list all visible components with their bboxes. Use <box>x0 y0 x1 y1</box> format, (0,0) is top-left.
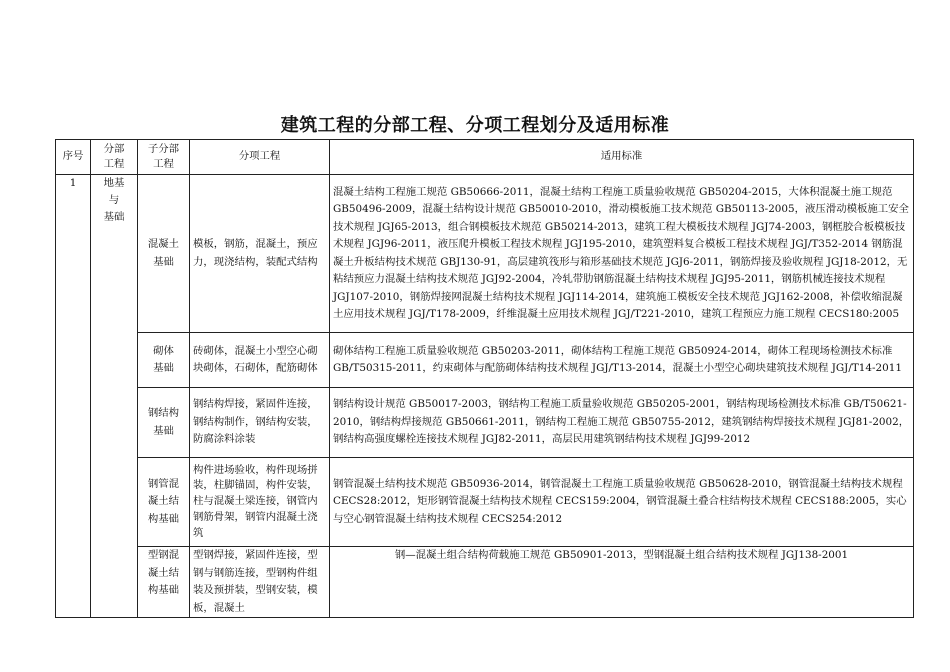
seq-text: 1 <box>69 177 77 189</box>
subdivision-text: 钢管混 凝土结 构基础 <box>147 477 180 525</box>
header-standard: 适用标准 <box>330 140 914 175</box>
cell-items: 钢结构焊接，紧固件连接，钢结构制作，钢结构安装，防腐涂料涂装 <box>190 388 330 458</box>
cell-standard: 砌体结构工程施工质量验收规范 GB50203-2011，砌体结构工程施工规范 GB50924-2014，砌体工程现场检测技术标准 GB/T50315-2011，约束砌体与配筋砌体结构技术规程 JGJ/T13-2014，混凝土小型空心砌块建筑技术规程 JGJ/T14-2011 <box>330 333 914 388</box>
cell-standard: 混凝土结构工程施工规范 GB50666-2011，混凝土结构工程施工质量验收规范 GB50204-2015，大体积混凝土施工规范 GB50496-2009，混凝土结构设计规范 GB50010-2010，滑动模板施工技术规范 GB50113-2005，液压滑动模板施工安全技术规程 JGJ65-2013，组合钢模板技术规范 GB50214-2013，建筑工程大模板技术规程 JGJ74-2003，钢框胶合板模板技术规程 JGJ96-2011，液压爬升模板工程技术规程 JGJ195-2010，建筑塑料复合模板工程技术规程 JGJ/T352-2014 钢筋混凝土升板结构技术规范 GBJ130-91，高层建筑筏形与箱形基础技术规范 JGJ6-2011，钢筋焊接及验收规程 JGJ18-2012，无粘结预应力混凝土结构技术规范 JGJ92-2004，冷轧带肋钢筋混凝土结构技术规程 JGJ95-2011，钢筋机械连接技术规程 JGJ107-2010，钢筋焊接网混凝土结构技术规程 JGJ114-2014，建筑施工模板安全技术规范 JGJ162-2008，补偿收缩混凝土应用技术规程 JGJ/T178-2009，纤维混凝土应用技术规程 JGJ/T221-2010，建筑工程预应力施工规程 CECS180:2005 <box>330 175 914 333</box>
header-subdivision <box>138 140 190 175</box>
subdivision-text: 混凝土 基础 <box>147 238 180 268</box>
header-seq: 序号 <box>56 140 91 175</box>
cell-items: 构件进场验收，构件现场拼装，柱脚锚固，构件安装，柱与混凝土梁连接，钢管内钢筋骨架，钢管内混凝土浇筑 <box>190 458 330 547</box>
table-row <box>56 175 914 333</box>
header-division <box>91 140 138 175</box>
page-title: 建筑工程的分部工程、分项工程划分及适用标准 <box>280 115 670 136</box>
cell-division <box>91 175 138 618</box>
header-item: 分项工程 <box>190 140 330 175</box>
cell-subdivision <box>138 388 190 458</box>
subdivision-text: 型钢混 凝土结 构基础 <box>147 549 180 596</box>
standards-table <box>55 139 914 618</box>
cell-subdivision <box>138 333 190 388</box>
division-text: 地基 与 基础 <box>103 177 125 223</box>
cell-subdivision <box>138 175 190 333</box>
cell-subdivision <box>138 458 190 547</box>
table-row <box>56 388 914 458</box>
subdivision-text: 钢结构 基础 <box>147 407 180 437</box>
table-header-row <box>56 140 914 175</box>
table-row <box>56 547 914 618</box>
subdivision-text: 砌体 基础 <box>153 344 174 374</box>
cell-standard: 钢结构设计规范 GB50017-2003，钢结构工程施工质量验收规范 GB50205-2001，钢结构现场检测技术标准 GB/T50621-2010，钢结构焊接规范 GB50661-2011，钢结构工程施工规范 GB50755-2012，建筑钢结构焊接技术规程 JGJ81-2002，钢结构高强度螺栓连接技术规程 JGJ82-2011，高层民用建筑钢结构技术规程 JGJ99-2012 <box>330 388 914 458</box>
cell-items: 型钢焊接，紧固件连接，型钢与钢筋连接，型钢构件组装及预拼装，型钢安装，模板，混凝土 <box>190 547 330 618</box>
cell-subdivision <box>138 547 190 618</box>
cell-seq <box>56 175 91 618</box>
header-subdivision-text: 子分部 工程 <box>147 143 180 170</box>
cell-items: 模板，钢筋，混凝土，预应力，现浇结构，装配式结构 <box>190 175 330 333</box>
header-division-text: 分部 工程 <box>103 143 125 170</box>
cell-items: 砖砌体，混凝土小型空心砌块砌体，石砌体，配筋砌体 <box>190 333 330 388</box>
cell-standard: 钢—混凝土组合结构荷载施工规范 GB50901-2013，型钢混凝土组合结构技术规程 JGJ138-2001 <box>330 547 914 618</box>
table-row <box>56 333 914 388</box>
table-row <box>56 458 914 547</box>
cell-standard: 钢管混凝土结构技术规范 GB50936-2014，钢管混凝土工程施工质量验收规范 GB50628-2010，钢管混凝土结构技术规程 CECS28:2012，矩形钢管混凝土结构技术规程 CECS159:2004，钢管混凝土叠合柱结构技术规程 CECS188:2005，实心与空心钢管混凝土结构技术规程 CECS254:2012 <box>330 458 914 547</box>
